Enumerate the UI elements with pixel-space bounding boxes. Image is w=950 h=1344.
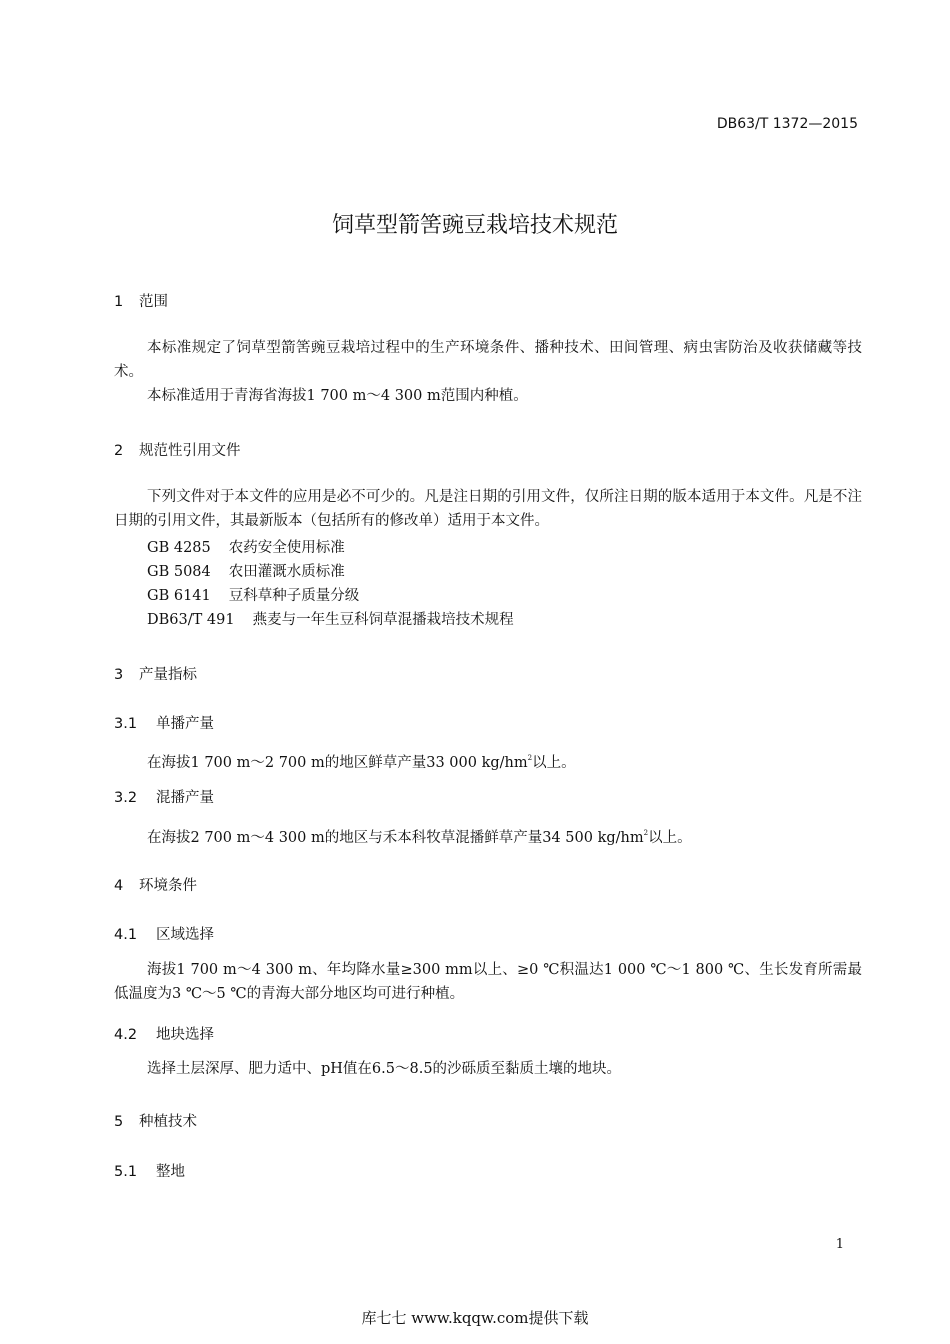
reference-item xyxy=(147,560,345,581)
section-number: 1 xyxy=(114,294,124,310)
section-title: 规范性引用文件 xyxy=(139,443,241,459)
subsection-title: 混播产量 xyxy=(156,790,214,806)
reference-code: GB 6141 xyxy=(147,588,211,604)
paragraph: 下列文件对于本文件的应用是必不可少的。凡是注日期的引用文件，仅所注日期的版本适用于本文件。凡是不注日期的引用文件，其最新版本（包括所有的修改单）适用于本文件。 xyxy=(114,489,862,529)
reference-title: 农药安全使用标准 xyxy=(228,540,345,556)
subsection-3-2-heading xyxy=(114,786,214,807)
section-5-heading xyxy=(114,1110,197,1131)
paragraph: 本标准规定了饲草型箭筈豌豆栽培过程中的生产环境条件、播种技术、田间管理、病虫害防治及收获储藏等技术。 xyxy=(114,340,862,380)
paragraph: 海拔1 700 m～4 300 m、年均降水量≥300 mm以上、≥0 ℃积温达1 000 ℃～1 800 ℃、生长发育所需最低温度为3 ℃～5 ℃的青海大部分地区均可进行种植。 xyxy=(114,962,862,1002)
section-1-heading xyxy=(114,290,168,311)
superscript: 2 xyxy=(643,829,649,837)
section-number: 4 xyxy=(114,878,124,894)
reference-item xyxy=(147,584,359,605)
section-3-heading xyxy=(114,663,197,684)
footer-watermark: 库七七 www.kqqw.com提供下载 xyxy=(361,1309,589,1327)
section-number: 2 xyxy=(114,443,124,459)
text: 在海拔2 700 m～4 300 m的地区与禾本科牧草混播鲜草产量34 500 kg/hm xyxy=(147,830,644,846)
paragraph xyxy=(114,821,862,850)
paragraph xyxy=(114,746,862,775)
subsection-number: 3.1 xyxy=(114,716,138,732)
reference-title: 农田灌溉水质标准 xyxy=(228,564,345,580)
paragraph: 选择土层深厚、肥力适中、pH值在6.5～8.5的沙砾质至黏质土壤的地块。 xyxy=(147,1061,622,1077)
document-title: 饲草型箭筈豌豆栽培技术规范 xyxy=(331,213,618,238)
superscript: 2 xyxy=(527,754,533,762)
reference-item xyxy=(147,608,514,629)
subsection-number: 4.2 xyxy=(114,1027,138,1043)
subsection-number: 3.2 xyxy=(114,790,138,806)
subsection-4-1-heading xyxy=(114,923,214,944)
section-title: 范围 xyxy=(139,294,168,310)
subsection-5-1-heading xyxy=(114,1160,185,1181)
reference-code: GB 5084 xyxy=(147,564,211,580)
section-number: 3 xyxy=(114,667,124,683)
section-number: 5 xyxy=(114,1114,124,1130)
subsection-title: 整地 xyxy=(156,1164,185,1180)
subsection-number: 5.1 xyxy=(114,1164,138,1180)
subsection-3-1-heading xyxy=(114,712,214,733)
subsection-4-2-heading xyxy=(114,1023,214,1044)
reference-code: DB63/T 491 xyxy=(147,612,235,628)
text: 以上。 xyxy=(532,755,576,771)
subsection-number: 4.1 xyxy=(114,927,138,943)
subsection-title: 单播产量 xyxy=(156,716,214,732)
text: 在海拔1 700 m～2 700 m的地区鲜草产量33 000 kg/hm xyxy=(147,755,528,771)
text: 以上。 xyxy=(648,830,692,846)
paragraph: 本标准适用于青海省海拔1 700 m～4 300 m范围内种植。 xyxy=(147,388,528,404)
reference-title: 豆科草种子质量分级 xyxy=(228,588,360,604)
section-4-heading xyxy=(114,874,197,895)
section-title: 种植技术 xyxy=(139,1114,197,1130)
section-2-heading xyxy=(114,439,241,460)
section-title: 环境条件 xyxy=(139,878,197,894)
reference-title: 燕麦与一年生豆科饲草混播栽培技术规程 xyxy=(252,612,514,628)
section-title: 产量指标 xyxy=(139,667,197,683)
page-number: 1 xyxy=(835,1237,844,1252)
reference-code: GB 4285 xyxy=(147,540,211,556)
reference-item xyxy=(147,536,345,557)
standard-code: DB63/T 1372—2015 xyxy=(716,116,858,132)
subsection-title: 区域选择 xyxy=(156,927,214,943)
subsection-title: 地块选择 xyxy=(156,1027,214,1043)
